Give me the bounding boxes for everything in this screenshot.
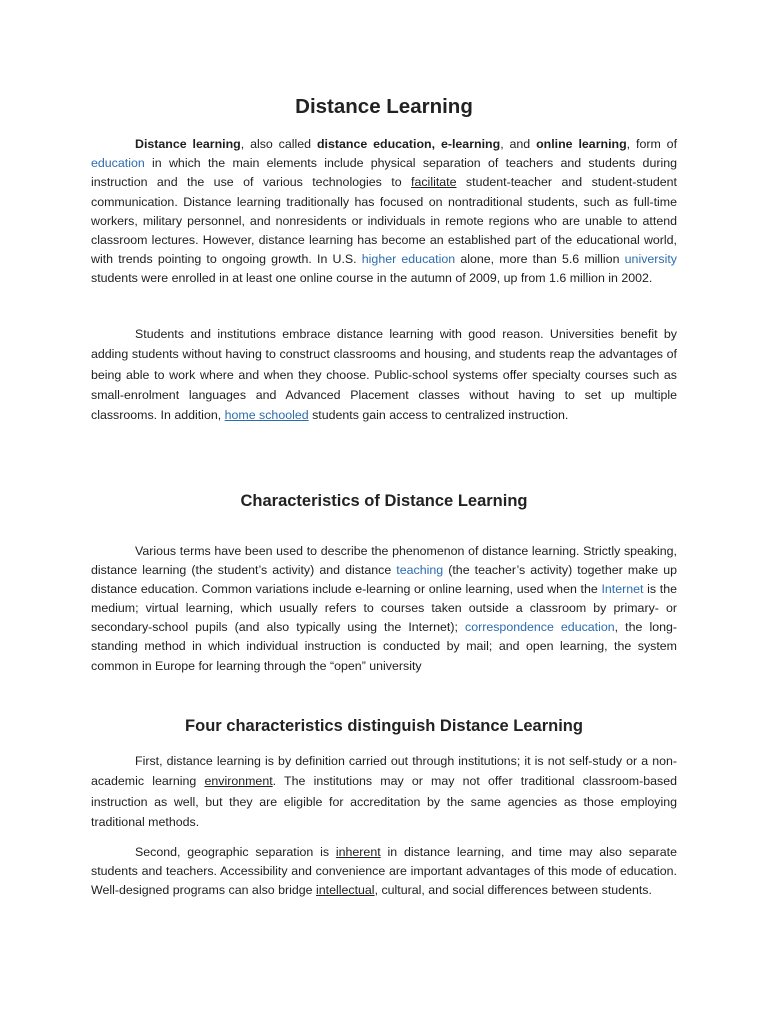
text: . The institutions may or may not offer traditional classroom-based instruction as well, but they are eligible for accreditation by the same agencies as those employing traditional methods. bbox=[91, 774, 677, 829]
text: students were enrolled in at least one online course in the autumn of 2009, up from 1.6 million in 2002. bbox=[91, 271, 653, 286]
underlined-inherent: inherent bbox=[335, 845, 381, 859]
term-distance-education: distance education, e-learning bbox=[316, 137, 501, 151]
text: First, distance learning is by definition carried out through institutions; it is not self-study or a non-academic learning bbox=[91, 754, 677, 789]
link-university[interactable]: university bbox=[624, 252, 677, 267]
text: , the long-standing method in which individual instruction is conducted by mail; and open learning, the system common in Europe for learning through the “open” university bbox=[91, 620, 677, 673]
link-teaching[interactable]: teaching bbox=[396, 563, 444, 578]
text: , form of bbox=[626, 137, 678, 151]
document-title: Distance Learning bbox=[295, 95, 473, 118]
paragraph-second bbox=[91, 843, 677, 900]
text: , and bbox=[500, 137, 537, 151]
paragraph-terms bbox=[91, 542, 677, 676]
link-home-schooled[interactable]: home schooled bbox=[224, 408, 309, 423]
term-online-learning: online learning bbox=[536, 137, 627, 151]
text: , cultural, and social differences between students. bbox=[374, 883, 652, 898]
text: student-teacher and student-student communication. Distance learning traditionally has focused on nontraditional students, such as full-time workers, military personnel, and nonresidents or individuals in remote regions who are unable to attend classroom lectures. However, distance learning has become an established part of the educational world, with trends pointing to ongoing growth. In U.S. bbox=[91, 175, 677, 267]
underlined-facilitate: facilitate bbox=[411, 175, 457, 190]
text: is the medium; virtual learning, which usually refers to courses taken outside a classroom by primary- or secondary-school pupils (and also typically using the Internet); bbox=[91, 582, 677, 635]
paragraph-reasons bbox=[91, 324, 677, 425]
text: Students and institutions embrace distance learning with good reason. Universities benefit by adding students without having to construct classrooms and housing, and students reap the advantages of being able to work where and when they choose. Public-school systems offer specialty courses such as small-enrolment languages and Advanced Placement classes without having to set up multiple classrooms. In addition, bbox=[91, 327, 677, 423]
link-internet[interactable]: Internet bbox=[601, 582, 644, 597]
text: students gain access to centralized instruction. bbox=[308, 408, 569, 423]
underlined-intellectual: intellectual bbox=[316, 883, 375, 898]
heading-characteristics: Characteristics of Distance Learning bbox=[240, 492, 528, 510]
term-distance-learning: Distance learning bbox=[135, 137, 241, 151]
link-correspondence-education[interactable]: correspondence education bbox=[465, 620, 615, 635]
text: alone, more than 5.6 million bbox=[455, 252, 625, 267]
heading-four-characteristics: Four characteristics distinguish Distance Learning bbox=[185, 717, 583, 735]
text: in distance learning, and time may also separate students and teachers. Accessibility and convenience are important advantages of this mode of education. Well-designed programs can also bridge bbox=[91, 845, 677, 898]
link-higher-education[interactable]: higher education bbox=[361, 252, 456, 267]
text: in which the main elements include physical separation of teachers and students during instruction and the use of various technologies to bbox=[91, 156, 677, 190]
paragraph-first bbox=[91, 751, 677, 832]
paragraph-intro bbox=[91, 135, 677, 289]
text: (the teacher’s activity) together make up distance education. Common variations include e-learning or online learning, used when the bbox=[91, 563, 678, 597]
underlined-environment: environment bbox=[204, 774, 273, 789]
text: Various terms have been used to describe the phenomenon of distance learning. Strictly speaking, distance learning (the student’s activity) and distance bbox=[91, 544, 677, 578]
text: Second, geographic separation is bbox=[135, 845, 336, 859]
text: , also called bbox=[240, 137, 317, 151]
link-education[interactable]: education bbox=[91, 156, 145, 171]
